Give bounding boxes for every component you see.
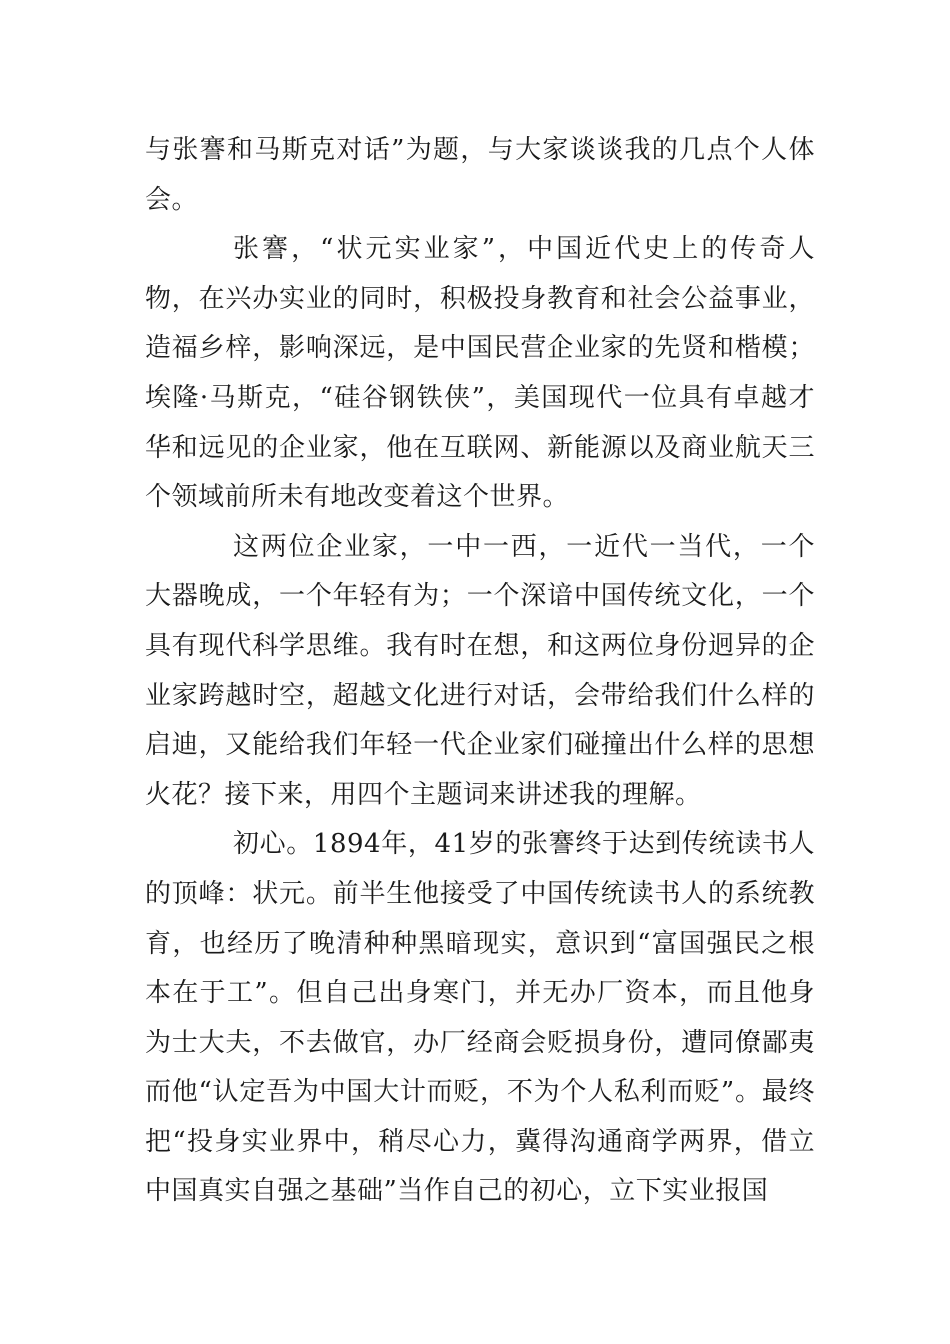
- document-body: [145, 126, 815, 1217]
- paragraph-1: 与张謇和马斯克对话”为题，与大家谈谈我的几点个人体会。: [145, 135, 815, 215]
- paragraph-3: 这两位企业家，一中一西，一近代一当代，一个大器晚成，一个年轻有为；一个深谙中国传统文化，一个具有现代科学思维。我有时在想，和这两位身份迥异的企业家跨越时空，超越文化进行对话，会带给我们什么样的启迪，又能给我们年轻一代企业家们碰撞出什么样的思想火花？接下来，用四个主题词来讲述我的理解。: [145, 531, 815, 810]
- paragraph-4: 初心。1894年，41岁的张謇终于达到传统读书人的顶峰：状元。前半生他接受了中国传统读书人的系统教育，也经历了晚清种种黑暗现实，意识到“富国强民之根本在于工”。但自己出身寒门，并无办厂资本，而且他身为士大夫，不去做官，办厂经商会贬损身份，遭同僚鄙夷而他“认定吾为中国大计而贬，不为个人私利而贬”。最终把“投身实业界中，稍尽心力，冀得沟通商学两界，借立中国真实自强之基础”当作自己的初心，立下实业报国: [145, 829, 815, 1207]
- paragraph-2: 张謇，“状元实业家”，中国近代史上的传奇人物，在兴办实业的同时，积极投身教育和社会公益事业，造福乡梓，影响深远，是中国民营企业家的先贤和楷模；埃隆·马斯克，“硅谷钢铁侠”，美国现代一位具有卓越才华和远见的企业家，他在互联网、新能源以及商业航天三个领域前所未有地改变着这个世界。: [145, 234, 815, 513]
